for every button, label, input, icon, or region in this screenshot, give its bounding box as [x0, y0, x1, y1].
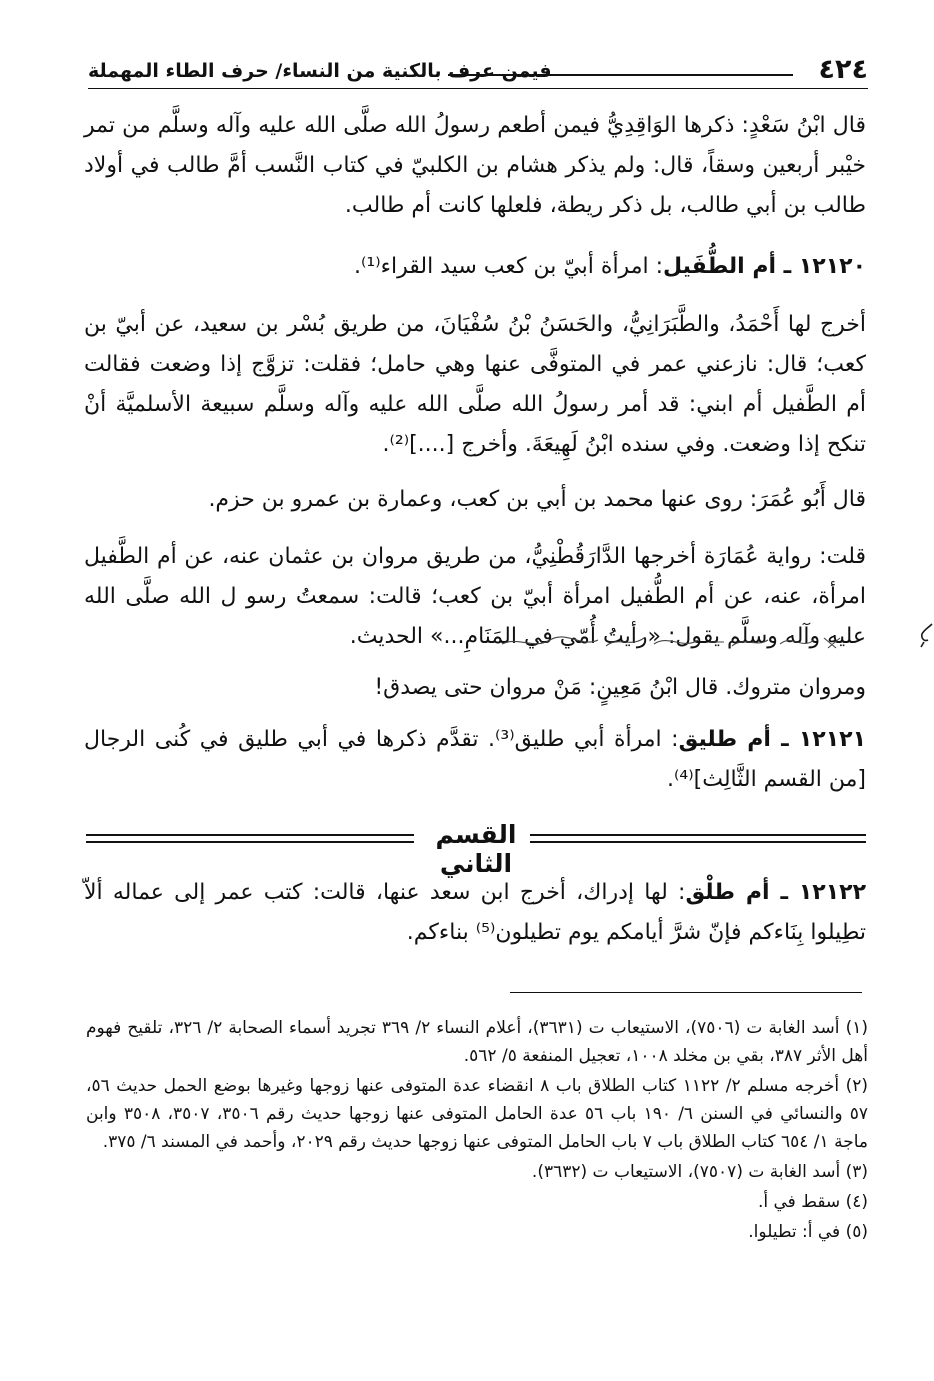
- paragraph-text: قلت: رواية عُمَارَة أخرجها الدَّارَقُطْنِيُّ، من طريق مروان بن عثمان عنه، عن أم الطَّفيل امرأة، عنه، عن أم الطُّفيل امرأة أبيّ بن كعب؛ قالت: سمعتُ رسو ل الله صلَّى الله عليه وآله وسلَّم يقول: «رأيتُ أُمّي في المَنَامِ...» الحديث.: [84, 544, 866, 649]
- entry-heading: ١٢١٢٢ ـ أم طلْق: [685, 880, 867, 905]
- entry-text: : امرأة أبي طليق⁽³⁾. تقدَّم ذكرها في أبي طليق في كُنى الرجال [من القسم الثَّالِث]⁽⁴⁾.: [84, 727, 866, 792]
- paragraph-text: قال ابْنُ سَعْدٍ: ذكرها الوَاقِدِيُّ فيمن أطعم رسولُ الله صلَّى الله عليه وآله وسلَّم من تمر خيْبر أربعين وسقاً، قال: ولم يذكر هشام بن الكلبيّ في كتاب النَّسب أمَّ طالب في أولاد طالب بن أبي طالب، بل ذكر ريطة، فلعلها كانت أم طالب.: [84, 113, 866, 218]
- footnote-3: (٣) أسد الغابة ت (٧٥٠٧)، الاستيعاب ت (٣٦٣٢).: [531, 1162, 868, 1182]
- footnote-5: (٥) في أ: تطيلوا.: [748, 1222, 868, 1242]
- entry-12120: [84, 247, 866, 287]
- handwritten-inline-note: [498, 628, 868, 654]
- footnotes: [86, 1014, 868, 1248]
- page-number: ٤٢٤: [818, 54, 868, 85]
- paragraph-ibn-saad: [84, 106, 866, 226]
- handwritten-margin-note: [918, 620, 934, 650]
- section-double-rule-left: [86, 834, 414, 843]
- paragraph-marwan: [84, 668, 866, 708]
- paragraph-text: قال أَبُو عُمَرَ: روى عنها محمد بن أبي بن كعب، وعمارة بن عمرو بن حزم.: [208, 487, 866, 512]
- entry-text: : لها إدراك، أخرج ابن سعد عنها، قالت: كتب عمر إلى عماله ألاّ تطِيلوا بِنَاءكم فإنّ شرَّ أيامكم يوم تطيلون⁽⁵⁾ بناءكم.: [84, 880, 866, 945]
- entry-12122: [84, 873, 866, 953]
- paragraph-text: ومروان متروك. قال ابْنُ مَعِينٍ: مَنْ مروان حتى يصدق!: [374, 675, 866, 700]
- section-heading: [86, 820, 866, 878]
- footnote-4: (٤) سقط في أ.: [757, 1192, 868, 1212]
- page-header: [88, 54, 868, 88]
- paragraph-abu-umar: [84, 480, 866, 520]
- entry-heading: ١٢١٢١ ـ أم طليق: [678, 727, 866, 752]
- section-title: القسم الثاني: [435, 820, 517, 878]
- section-double-rule-right: [530, 834, 866, 843]
- entry-heading: ١٢١٢٠ ـ أم الطُّفَيل: [663, 254, 866, 279]
- header-underline: [88, 88, 868, 89]
- entry-12121: [84, 720, 866, 800]
- paragraph-akhraja: [84, 305, 866, 465]
- paragraph-text: أخرج لها أَحْمَدُ، والطَّبَرَانِيُّ، والحَسَنُ بْنُ سُفْيَانَ، من طريق بُسْر بن سعيد، عن أبيّ بن كعب؛ قال: نازعني عمر في المتوفَّى عنها وهي حامل؛ فقلت: تزوَّج إذا وضعت فقالت أم الطَّفيل أم ابني: قد أمر رسولُ الله صلَّى الله عليه وآله وسلَّم سبيعة الأسلميَّة أنْ تنكح إذا وضعت. وفي سنده ابْنُ لَهِيعَةَ. وأخرج [....]⁽²⁾.: [84, 312, 866, 457]
- footnote-1: (١) أسد الغابة ت (٧٥٠٦)، الاستيعاب ت (٣٦٣١)، أعلام النساء ٢/ ٣٦٩ تجريد أسماء الصحابة ٢/ ٣٢٦، تلقيح فهوم أهل الأثر ٣٨٧، بقي بن مخلد ١٠٠٨، تعجيل المنفعة ٥/ ٥٦٢.: [86, 1018, 868, 1066]
- running-title: فيمن عرف بالكنية من النساء/ حرف الطاء المهملة: [88, 60, 552, 82]
- entry-text: : امرأة أبيّ بن كعب سيد القراء⁽¹⁾.: [354, 254, 663, 279]
- footnote-separator: [510, 992, 862, 993]
- footnote-2: (٢) أخرجه مسلم ٢/ ١١٢٢ كتاب الطلاق باب ٨ انقضاء عدة المتوفى عنها زوجها وغيرها بوضع الحمل حديث ٥٦، ٥٧ والنسائي في السنن ٦/ ١٩٠ باب ٥٦ عدة الحامل المتوفى عنها زوجها حديث رقم ٣٥٠٦، ٣٥٠٧، ٣٥٠٨ وابن ماجة ١/ ٦٥٤ كتاب الطلاق باب ٧ باب الحامل المتوفى عنها زوجها حديث رقم ٢٠٢٩، وأحمد في المسند ٦/ ٣٧٥.: [86, 1076, 869, 1152]
